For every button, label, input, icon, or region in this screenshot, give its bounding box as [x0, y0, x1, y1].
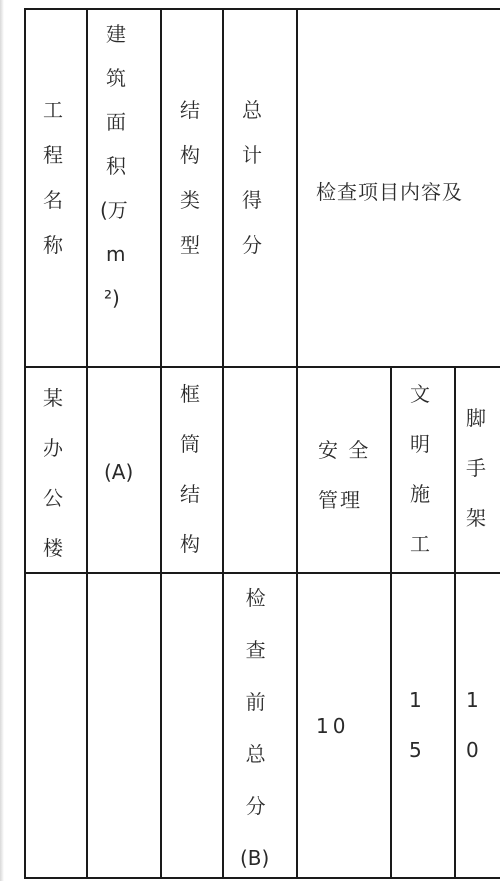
header-char: 面: [106, 110, 126, 134]
header-char: 总: [242, 98, 262, 122]
row2-char: 0: [466, 738, 479, 762]
header-floor-area: [100, 24, 128, 308]
row1-char: 手: [466, 456, 486, 480]
row1-char: 某: [43, 386, 63, 410]
row2-char: 5: [409, 738, 422, 762]
row2-partial-value: [466, 690, 479, 760]
row2-label: [242, 588, 269, 868]
row2-partial-clip: [456, 574, 480, 877]
header-char: 工: [43, 98, 63, 122]
header-char: 建: [106, 22, 126, 46]
row1-char: 工: [410, 532, 430, 556]
column-divider-2: [160, 8, 162, 879]
row1-safety-line1: 安 全: [318, 438, 371, 462]
table-row-divider-1: [24, 366, 500, 368]
column-divider-3: [222, 8, 224, 879]
header-inspection-items: 检查项目内容及: [316, 180, 463, 204]
header-total-score: [242, 100, 262, 255]
header-char: 积: [106, 154, 126, 178]
row2-char: 总: [245, 742, 266, 766]
header-char: 称: [43, 233, 63, 257]
column-divider-1: [86, 8, 88, 879]
column-divider-5: [390, 366, 392, 879]
row2-char: 检: [245, 586, 266, 610]
header-char: (万: [100, 198, 128, 222]
header-char: 构: [180, 143, 200, 167]
header-inspection-clip: [298, 170, 480, 210]
table-border-left: [24, 8, 26, 879]
row1-structure-type: [180, 384, 200, 554]
row2-safety-value: 10: [316, 714, 350, 738]
row1-project-name: [43, 388, 63, 558]
header-char: 得: [242, 188, 262, 212]
table-border-bottom: [24, 877, 500, 879]
row2-char: (B): [240, 846, 270, 870]
header-structure-type: [180, 100, 200, 255]
header-char: 计: [242, 143, 262, 167]
table-row-divider-2: [24, 572, 500, 574]
row1-safety-line2: 管理: [318, 488, 362, 512]
row1-floor-area: (A): [104, 460, 134, 484]
row2-char: 查: [245, 638, 266, 662]
row1-char: 脚: [466, 406, 486, 430]
header-char: ²): [104, 286, 120, 310]
header-char: 分: [242, 233, 262, 257]
row1-char: 楼: [43, 536, 63, 560]
header-char: 名: [43, 188, 63, 212]
row2-civilized-value: [409, 690, 422, 760]
row1-char: 框: [180, 382, 200, 406]
header-char: 型: [180, 233, 200, 257]
row1-civilized-construction: [410, 384, 430, 554]
header-char: 程: [43, 143, 63, 167]
row1-partial-clip: [456, 368, 486, 572]
row1-char: 架: [466, 506, 486, 530]
table-border-top: [24, 8, 500, 10]
row1-partial-column: [466, 408, 486, 528]
row1-char: 施: [410, 482, 430, 506]
row1-char: 公: [43, 486, 63, 510]
row1-char: 明: [410, 432, 430, 456]
header-char: m: [106, 242, 126, 266]
row2-char: 前: [245, 690, 266, 714]
header-char: 结: [180, 98, 200, 122]
row1-char: 筒: [180, 432, 200, 456]
row2-char: 1: [466, 688, 479, 712]
header-char: 筑: [106, 66, 126, 90]
page-edge-shadow: [0, 0, 4, 881]
row1-char: 文: [410, 382, 430, 406]
row1-char: 结: [180, 482, 200, 506]
row2-char: 分: [245, 794, 266, 818]
row1-char: 构: [180, 532, 200, 556]
row2-char: 1: [409, 688, 422, 712]
column-divider-4: [296, 8, 298, 879]
row1-char: 办: [43, 436, 63, 460]
header-char: 类: [180, 188, 200, 212]
header-project-name: [43, 100, 63, 255]
